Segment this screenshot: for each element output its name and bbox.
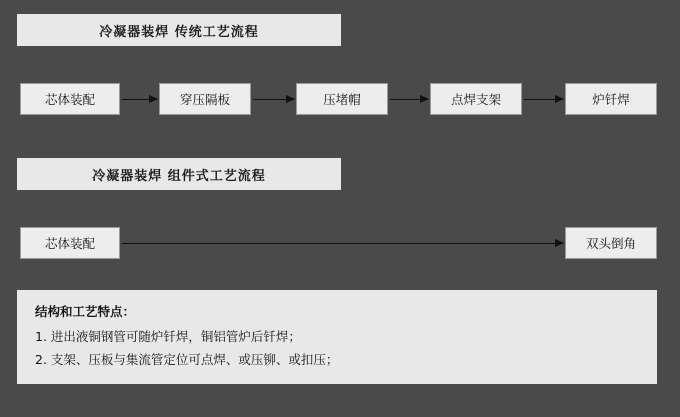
flow-arrow-5: [122, 243, 563, 244]
notes-title: 结构和工艺特点：: [35, 304, 136, 319]
process-node-double-head-chamfer: 双头倒角: [565, 227, 657, 259]
process-node-core-assembly-modular: 芯体装配: [20, 227, 120, 259]
notes-line-1: 1. 进出液铜钢管可随炉钎焊，铜铝管炉后钎焊；: [35, 329, 301, 344]
flow-arrow-4: [524, 99, 563, 100]
process-node-press-plug-cap: 压堵帽: [296, 83, 388, 115]
notes-panel: [17, 290, 657, 384]
flow-arrow-1: [122, 99, 157, 100]
flow-arrow-2: [253, 99, 294, 100]
process-node-furnace-brazing: 炉钎焊: [565, 83, 657, 115]
process-node-spot-weld-bracket: 点焊支架: [430, 83, 522, 115]
process-node-baffle-insert: 穿压隔板: [159, 83, 251, 115]
process-node-core-assembly-traditional: 芯体装配: [20, 83, 120, 115]
flow-arrow-3: [390, 99, 428, 100]
section-title-traditional: 冷凝器装焊 传统工艺流程: [17, 14, 341, 46]
notes-line-2: 2. 支架、压板与集流管定位可点焊、或压铆、或扣压；: [35, 352, 339, 367]
section-title-modular: 冷凝器装焊 组件式工艺流程: [17, 158, 341, 190]
